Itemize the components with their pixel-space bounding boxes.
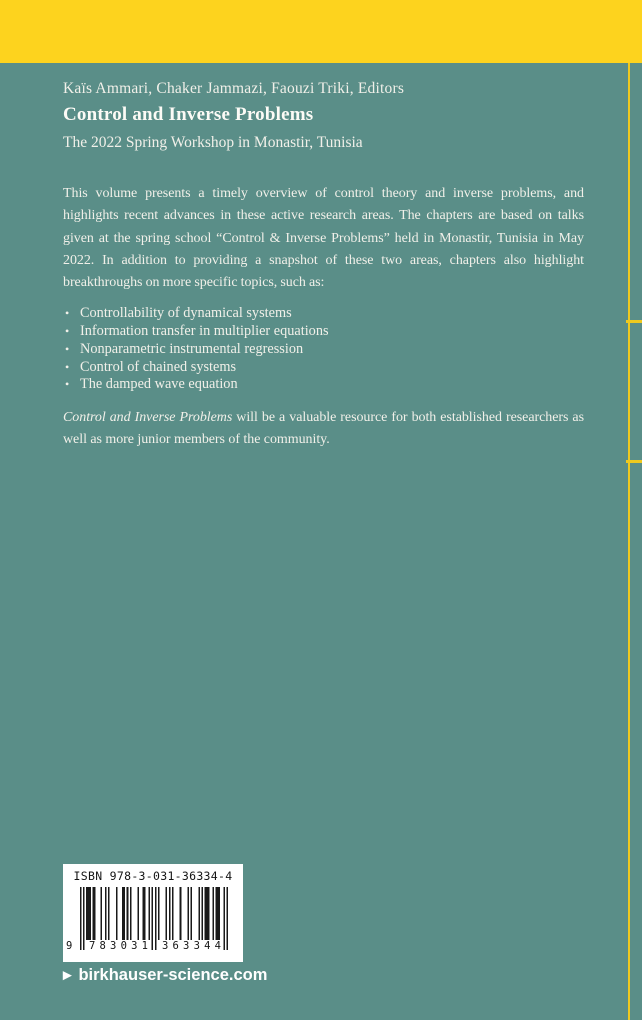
barcode-panel: [63, 864, 243, 962]
topic-label: The damped wave equation: [80, 376, 238, 393]
bullet-icon: •: [65, 377, 70, 392]
topics-list: [63, 305, 584, 394]
barcode-digit-lead: 9: [66, 940, 73, 952]
topic-label: Control of chained systems: [80, 358, 237, 375]
book-title: Control and Inverse Problems: [63, 104, 314, 125]
topic-label: Nonparametric instrumental regression: [80, 340, 304, 357]
bullet-icon: •: [65, 324, 70, 339]
topic-item: [63, 359, 584, 377]
spine-rule: [628, 63, 630, 1020]
bullet-icon: •: [65, 341, 70, 356]
spine-tick-lower: [626, 460, 642, 463]
publisher-url: birkhauser-science.com: [78, 966, 268, 984]
closing-text: will be a valuable resource for both established researchers as well as more junior members of the community.: [63, 410, 584, 447]
topic-label: Information transfer in multiplier equations: [80, 323, 329, 340]
closing-paragraph: [63, 407, 584, 451]
topic-item: [63, 376, 584, 394]
topic-item: [63, 341, 584, 359]
top-yellow-band: [0, 0, 642, 63]
topic-item: [63, 305, 584, 323]
isbn-label: ISBN 978-3-031-36334-4: [73, 869, 233, 883]
closing-title-italic: Control and Inverse Problems: [63, 410, 233, 425]
topic-item: [63, 323, 584, 341]
topic-label: Controllability of dynamical systems: [80, 305, 292, 322]
barcode-digits-left: 783031: [89, 940, 153, 952]
barcode-digits-right: 363344: [162, 940, 226, 952]
arrow-right-icon: ▶: [63, 969, 72, 982]
cover-text-block: [63, 79, 584, 451]
description-paragraph: This volume presents a timely overview of control theory and inverse problems, and highlights recent advances in these active research areas. The chapters are based on talks given at the spring school “Control & Inverse Problems” held in Monastir, Tunisia in May 2022. In addition to providing a snapshot of these two areas, chapters also highlight breakthroughs on more specific topics, such as:: [63, 186, 584, 291]
bullet-icon: •: [65, 306, 70, 321]
book-subtitle: The 2022 Spring Workshop in Monastir, Tunisia: [63, 134, 363, 151]
bullet-icon: •: [65, 359, 70, 374]
editors-line: Kaïs Ammari, Chaker Jammazi, Faouzi Triki, Editors: [63, 80, 405, 97]
publisher-footer: [63, 966, 267, 985]
spine-tick-upper: [626, 320, 642, 323]
